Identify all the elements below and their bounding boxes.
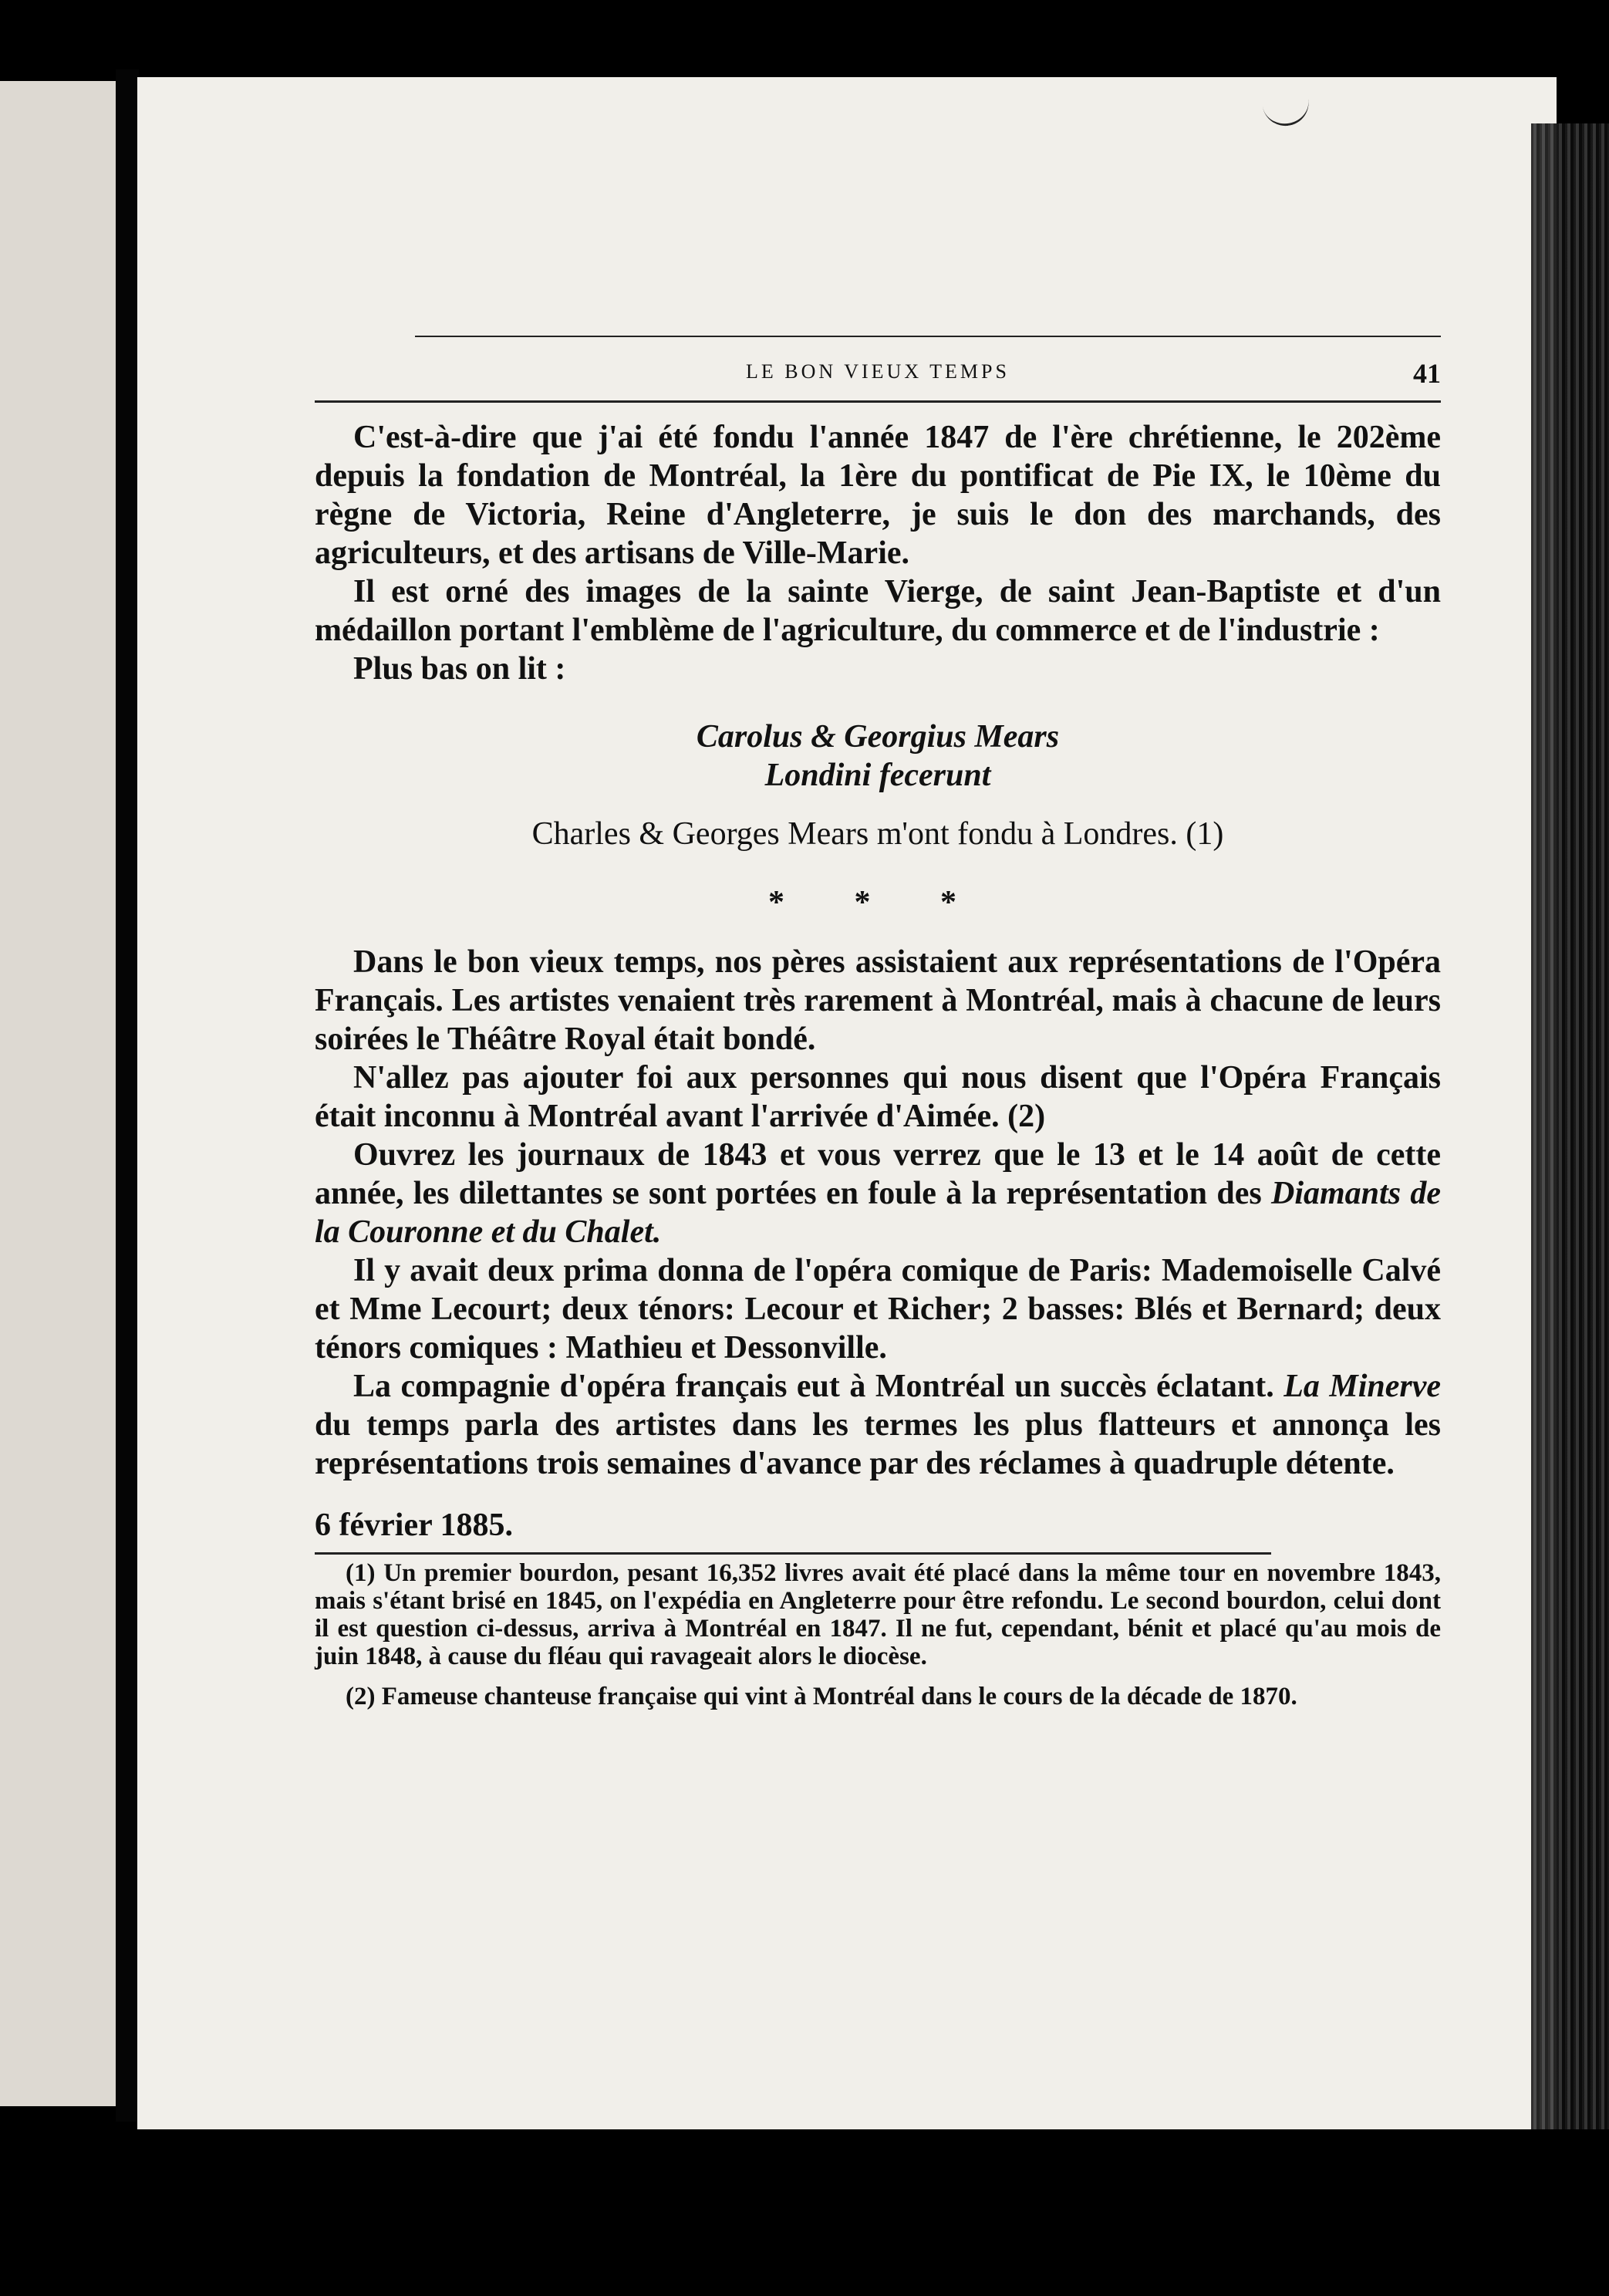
paragraph-6 [315,1136,1441,1251]
inscription-line-1: Carolus & Georgius Mears [696,719,1060,755]
book-gutter [116,69,139,2122]
footnote-rule [315,1552,1271,1555]
paragraph-8 [315,1367,1441,1483]
paragraph-8-text-after: du temps parla des artistes dans les termes les plus flatteurs et annonça les représentations trois semaines d'avance par des réclames à quadruple détente. [315,1407,1441,1481]
paragraph-4: Dans le bon vieux temps, nos pères assistaient aux représentations de l'Opéra Français. Les artistes venaient très rarement à Montréal, mais à chacune de leurs soirées le Théâtre Royal était bondé. [315,944,1441,1057]
dateline: 6 février 1885. [315,1508,513,1543]
paragraph-2: Il est orné des images de la sainte Vierge, de saint Jean-Baptiste et d'un médaillon portant l'emblème de l'agriculture, du commerce et de l'industrie : [315,574,1441,648]
footnote-1: (1) Un premier bourdon, pesant 16,352 livres avait été placé dans la même tour en novembre 1843, mais s'étant brisé en 1845, on l'expédia en Angleterre pour être refondu. Le second bourdon, celui dont il est question ci-dessus, arriva à Montréal en 1847. Il ne fut, cependant, bénit et placé qu'au mois de juin 1848, à cause du fléau qui ravageait alors le diocèse. [315,1559,1441,1670]
inscription-translation: Charles & Georges Mears m'ont fondu à Londres. (1) [531,816,1224,852]
scan-background [0,2129,1609,2296]
page-stack-edge [1531,123,1609,2296]
paragraph-7: Il y avait deux prima donna de l'opéra comique de Paris: Mademoiselle Calvé et Mme Lecourt; deux ténors: Lecour et Richer; 2 basses: Blés et Bernard; deux ténors comiques : Mathieu et Dessonville. [315,1253,1441,1366]
inscription-line-2: Londini fecerunt [764,758,991,793]
footnote-2: (2) Fameuse chanteuse française qui vint à Montréal dans le cours de la décade de 1870. [346,1683,1297,1710]
book-page [137,77,1557,2129]
paragraph-5: N'allez pas ajouter foi aux personnes qui nous disent que l'Opéra Français était inconnu à Montréal avant l'arrivée d'Aimée. (2) [315,1060,1441,1134]
page-content [315,336,1441,1710]
facing-page-edge [0,81,116,2106]
page-number: 41 [1413,358,1441,389]
inscription [315,718,1441,795]
paragraph-3: Plus bas on lit : [353,651,566,687]
paragraph-6-italic: Diamants de la Couronne et du Chalet. [315,1176,1441,1250]
paragraph-6-text: Ouvrez les journaux de 1843 et vous verrez que le 13 et le 14 août de cette année, les dilettantes se sont portées en foule à la représentation des [315,1137,1441,1211]
page-header [315,354,1441,400]
section-separator: * * * [768,885,987,920]
paragraph-1: C'est-à-dire que j'ai été fondu l'année 1847 de l'ère chrétienne, le 202ème depuis la fondation de Montréal, la 1ère du pontificat de Pie IX, le 10ème du règne de Victoria, Reine d'Angleterre, je suis le don des marchands, des agriculteurs, et des artisans de Ville-Marie. [315,420,1441,571]
paragraph-8-text: La compagnie d'opéra français eut à Montréal un succès éclatant. [353,1369,1284,1404]
running-head: LE BON VIEUX TEMPS [746,360,1010,383]
paragraph-8-italic: La Minerve [1283,1369,1441,1404]
pencil-mark [1261,89,1313,130]
header-rule [315,400,1441,403]
top-rule [415,336,1441,337]
